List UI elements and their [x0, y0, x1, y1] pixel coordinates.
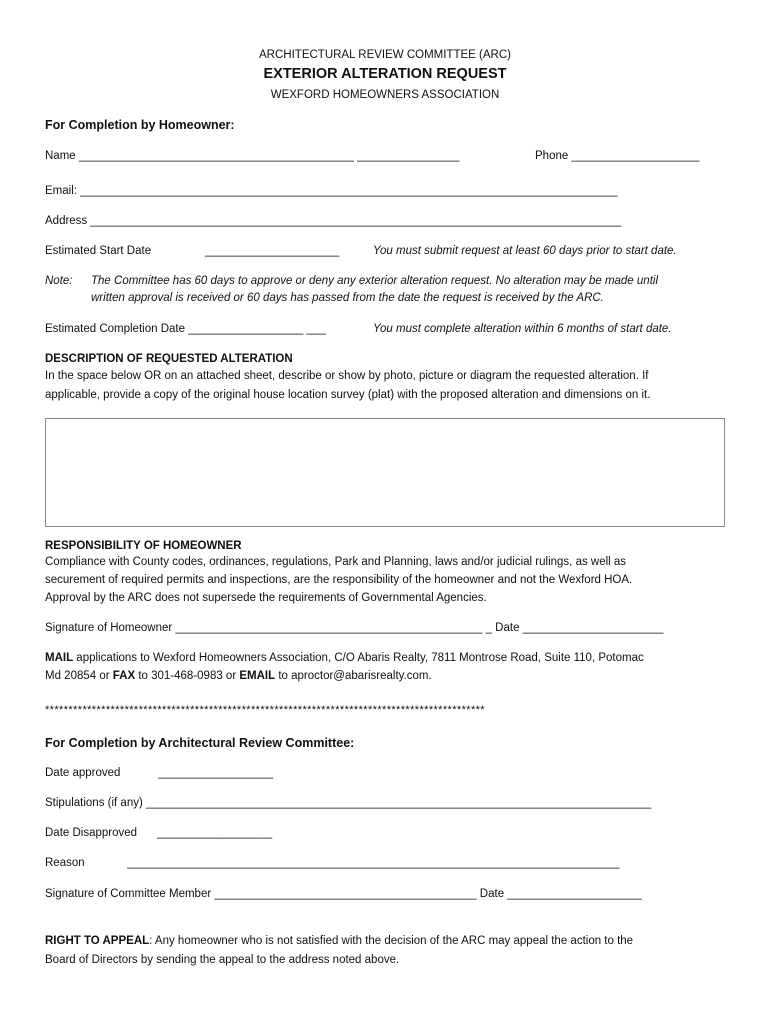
responsibility-heading: RESPONSIBILITY OF HOMEOWNER — [45, 540, 242, 552]
fax-label: FAX — [112, 670, 136, 682]
stipulations-field[interactable]: Stipulations (if any) _______________________________________________________________________________ — [45, 797, 652, 809]
email-label: EMAIL — [239, 670, 276, 682]
completion-date-field[interactable]: Estimated Completion Date __________________ ___ — [45, 323, 326, 335]
responsibility-line-1: Compliance with County codes, ordinances, regulations, Park and Planning, laws and/or judicial rulings, as well as — [45, 556, 627, 568]
reason-label: Reason — [45, 857, 85, 869]
responsibility-line-2: securement of required permits and inspections, are the responsibility of the homeowner and not the Wexford HOA. — [45, 574, 633, 586]
mail-text: applications to Wexford Homeowners Association, C/O Abaris Realty, 7811 Montrose Road, Suite 110, Potomac — [73, 652, 644, 664]
association-name: WEXFORD HOMEOWNERS ASSOCIATION — [270, 89, 500, 101]
note-line-1: The Committee has 60 days to approve or deny any exterior alteration request. No alteration may be made until — [91, 275, 658, 287]
appeal-line-1 — [45, 935, 633, 947]
description-line-1: In the space below OR on an attached sheet, describe or show by photo, picture or diagram the requested alteration. If — [45, 370, 649, 382]
description-heading: DESCRIPTION OF REQUESTED ALTERATION — [45, 353, 293, 365]
note-label: Note: — [45, 275, 73, 287]
committee-name: ARCHITECTURAL REVIEW COMMITTEE (ARC) — [259, 49, 511, 61]
separator-line: ********************************************************************************************** — [45, 704, 485, 716]
committee-heading: For Completion by Architectural Review Committee: — [45, 736, 355, 750]
date-disapproved-label: Date Disapproved — [45, 827, 138, 839]
description-box[interactable] — [45, 418, 725, 527]
homeowner-heading: For Completion by Homeowner: — [45, 118, 235, 132]
completion-date-note: You must complete alteration within 6 months of start date. — [373, 323, 672, 335]
responsibility-line-3: Approval by the ARC does not supersede the requirements of Governmental Agencies. — [45, 592, 487, 604]
mail-label: MAIL — [45, 652, 74, 664]
phone-field[interactable]: Phone ____________________ — [535, 150, 700, 162]
address-field[interactable]: Address ___________________________________________________________________________________ — [45, 215, 622, 227]
email-address: to aproctor@abarisrealty.com. — [275, 670, 432, 682]
date-approved-label: Date approved — [45, 767, 121, 779]
email-field[interactable]: Email: ____________________________________________________________________________________ — [45, 185, 618, 197]
mail-zip-text: Md 20854 or — [45, 670, 113, 682]
name-field[interactable]: Name ___________________________________________ ________________ — [45, 150, 460, 162]
form-title: EXTERIOR ALTERATION REQUEST — [263, 66, 507, 82]
fax-text: to 301-468-0983 or — [135, 670, 240, 682]
committee-signature-field[interactable]: Signature of Committee Member _________________________________________ Date _____________________ — [45, 888, 642, 900]
date-disapproved-field[interactable]: __________________ — [157, 827, 273, 839]
start-date-field[interactable]: _____________________ — [205, 245, 340, 257]
mail-line-1 — [45, 652, 644, 664]
date-approved-field[interactable]: __________________ — [158, 767, 274, 779]
appeal-line-2: Board of Directors by sending the appeal to the address noted above. — [45, 954, 400, 966]
appeal-label: RIGHT TO APPEAL — [45, 935, 150, 947]
reason-field[interactable]: _____________________________________________________________________________ — [127, 857, 620, 869]
mail-line-2 — [45, 670, 432, 682]
appeal-text: : Any homeowner who is not satisfied with the decision of the ARC may appeal the action to the — [149, 935, 634, 947]
homeowner-signature-field[interactable]: Signature of Homeowner ________________________________________________ _ Date ______________________ — [45, 622, 664, 634]
description-line-2: applicable, provide a copy of the original house location survey (plat) with the proposed alteration and dimensions on it. — [45, 389, 651, 401]
start-date-label: Estimated Start Date — [45, 245, 152, 257]
note-line-2: written approval is received or 60 days has passed from the date the request is received by the ARC. — [91, 292, 604, 304]
start-date-note: You must submit request at least 60 days prior to start date. — [373, 245, 677, 257]
